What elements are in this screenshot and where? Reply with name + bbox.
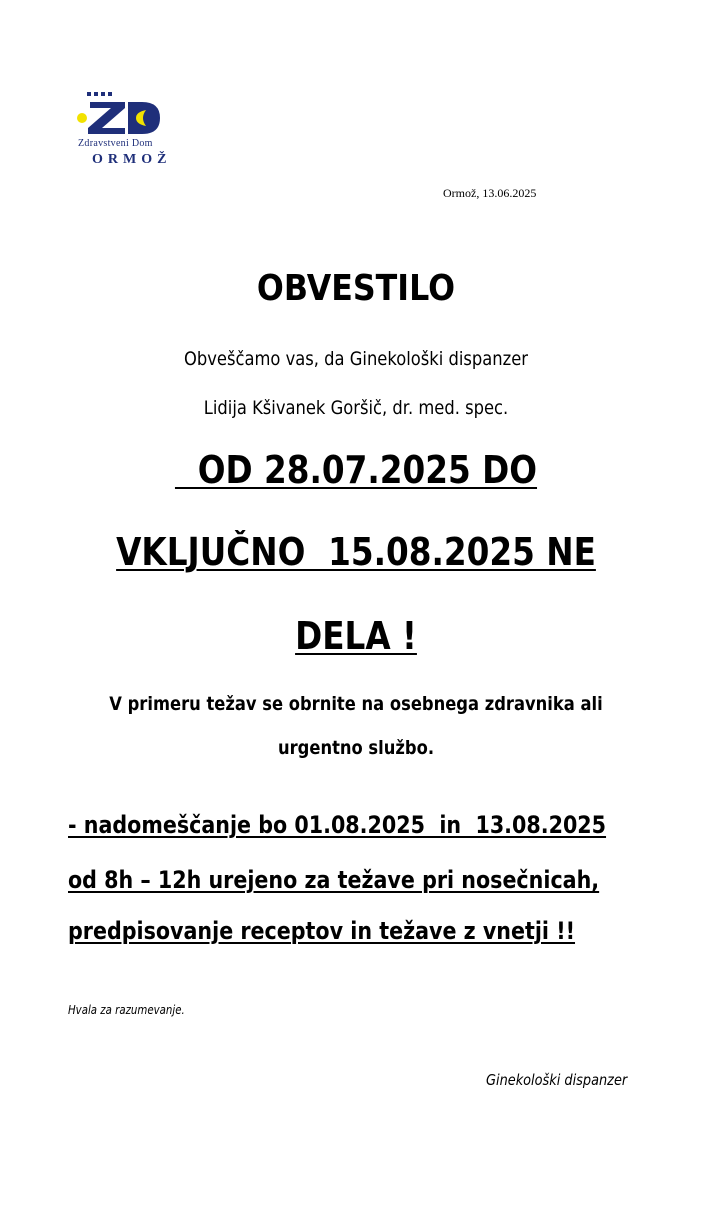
signature: Ginekološki dispanzer: [486, 1071, 628, 1089]
substitution-line-1-text: - nadomeščanje bo 01.08.2025 in 13.08.2025: [68, 811, 607, 839]
substitution-line-3-text: predpisovanje receptov in težave z vnetji !!: [68, 917, 576, 945]
substitution-line-1: [68, 811, 606, 839]
closure-line-3: [50, 614, 662, 658]
intro-line-1: Obveščamo vas, da Ginekološki dispanzer: [184, 348, 528, 370]
substitution-line-3: [68, 917, 575, 945]
instruction-line-2: urgentno službo.: [277, 737, 435, 759]
intro-line-2: Lidija Kšivanek Goršič, dr. med. spec.: [203, 397, 509, 419]
logo-line2: ORMOŽ: [92, 152, 172, 167]
logo-line1: Zdravstveni Dom: [78, 138, 153, 149]
clinic-logo: [70, 90, 180, 182]
closure-line-3-text: DELA !: [295, 614, 417, 658]
notice-title: OBVESTILO: [256, 268, 456, 309]
instruction-line-1: V primeru težav se obrnite na osebnega zdravnika ali: [109, 693, 603, 715]
logo-mark: [70, 90, 180, 140]
thanks-text: Hvala za razumevanje.: [68, 1003, 185, 1017]
closure-line-1: [50, 448, 662, 492]
closure-line-2-text: VKLJUČNO 15.08.2025 NE: [116, 530, 596, 574]
closure-line-2: [50, 530, 662, 574]
substitution-line-2: [68, 866, 599, 894]
closure-line-1-text: OD 28.07.2025 DO: [174, 448, 538, 492]
substitution-line-2-text: od 8h – 12h urejeno za težave pri nosečnicah,: [68, 866, 600, 894]
document-date: Ormož, 13.06.2025: [443, 186, 537, 200]
